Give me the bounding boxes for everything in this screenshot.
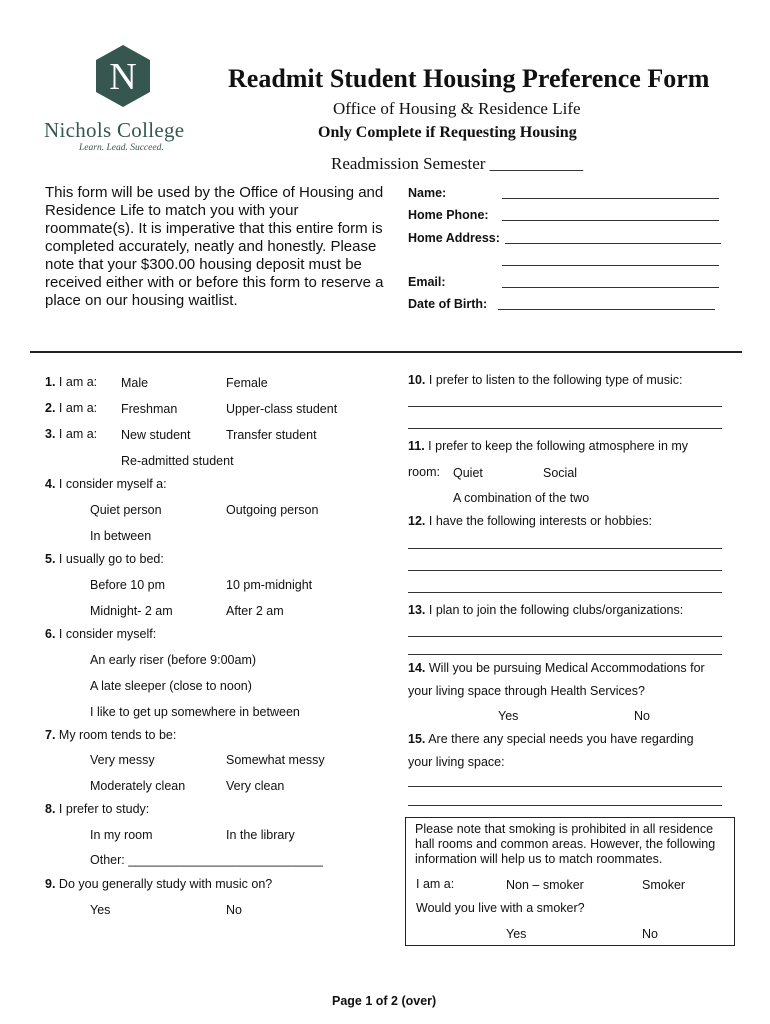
music-answer-line-2[interactable] [408, 428, 722, 429]
form-title: Readmit Student Housing Preference Form [228, 64, 710, 93]
option-non-smoker[interactable]: Non – smoker [506, 878, 584, 892]
page-number: Page 1 of 2 (over) [332, 994, 437, 1008]
option-before-10pm[interactable]: Before 10 pm [90, 578, 166, 592]
option-live-smoker-no[interactable]: No [642, 927, 658, 941]
option-transfer-student[interactable]: Transfer student [226, 428, 317, 442]
dob-label: Date of Birth: [408, 297, 488, 311]
question-14: 14. Will you be pursuing Medical Accommodations for [408, 661, 705, 675]
question-11-room-label: room: [408, 465, 440, 479]
question-8: 8. I prefer to study: [45, 802, 150, 816]
question-9: 9. Do you generally study with music on? [45, 877, 273, 891]
smoking-note: Please note that smoking is prohibited in all residence hall rooms and common areas. However, the following information will help us to match roommates. [415, 822, 716, 866]
email-field[interactable] [502, 287, 719, 288]
option-in-the-library[interactable]: In the library [226, 828, 295, 842]
smoker-question: I am a: [416, 877, 455, 891]
question-6: 6. I consider myself: [45, 627, 157, 641]
question-2: 2. I am a: [45, 401, 98, 415]
dob-field[interactable] [498, 309, 715, 310]
option-very-clean[interactable]: Very clean [226, 779, 285, 793]
option-very-messy[interactable]: Very messy [90, 753, 155, 767]
option-other-study[interactable]: Other: ____________________________ [90, 853, 323, 867]
question-15-line-2: your living space: [408, 755, 505, 769]
option-midnight-2am[interactable]: Midnight- 2 am [90, 604, 173, 618]
option-readmitted-student[interactable]: Re-admitted student [121, 454, 234, 468]
option-after-2am[interactable]: After 2 am [226, 604, 284, 618]
option-new-student[interactable]: New student [121, 428, 191, 442]
option-in-my-room[interactable]: In my room [90, 828, 153, 842]
name-label: Name: [408, 186, 447, 200]
home-phone-label: Home Phone: [408, 208, 489, 222]
option-medical-no[interactable]: No [634, 709, 650, 723]
question-7: 7. My room tends to be: [45, 728, 177, 742]
option-somewhat-messy[interactable]: Somewhat messy [226, 753, 325, 767]
question-14-line-2: your living space through Health Services? [408, 684, 645, 698]
option-freshman[interactable]: Freshman [121, 402, 178, 416]
office-name: Office of Housing & Residence Life [333, 99, 581, 118]
section-divider [30, 351, 742, 353]
option-10pm-midnight[interactable]: 10 pm-midnight [226, 578, 313, 592]
option-medical-yes[interactable]: Yes [498, 709, 519, 723]
option-quiet-person[interactable]: Quiet person [90, 503, 162, 517]
option-moderately-clean[interactable]: Moderately clean [90, 779, 186, 793]
question-10: 10. I prefer to listen to the following type of music: [408, 373, 683, 387]
option-music-yes[interactable]: Yes [90, 903, 111, 917]
question-13: 13. I plan to join the following clubs/organizations: [408, 603, 684, 617]
only-complete-note: Only Complete if Requesting Housing [318, 124, 577, 141]
clubs-answer-line-1[interactable] [408, 636, 722, 637]
question-15: 15. Are there any special needs you have regarding [408, 732, 694, 746]
music-answer-line-1[interactable] [408, 406, 722, 407]
readmission-semester-field[interactable]: Readmission Semester ___________ [331, 154, 584, 173]
college-name: Nichols College [44, 118, 185, 142]
option-social[interactable]: Social [543, 466, 578, 480]
intro-paragraph: This form will be used by the Office of Housing and Residence Life to match you with your roommate(s). It is imperative that this entire form is completed accurately, neatly and honestly. Please note that your $300.00 housing deposit must be received either with or before this form to reserve a place on our housing waitlist. [45, 184, 384, 309]
hobbies-answer-line-3[interactable] [408, 592, 722, 593]
option-quiet[interactable]: Quiet [453, 466, 483, 480]
question-1: 1. I am a: [45, 375, 98, 389]
option-upper-class[interactable]: Upper-class student [226, 402, 338, 416]
option-male[interactable]: Male [121, 376, 149, 390]
name-field[interactable] [502, 198, 719, 199]
question-3: 3. I am a: [45, 427, 98, 441]
live-with-smoker-question: Would you live with a smoker? [416, 901, 585, 915]
question-4: 4. I consider myself a: [45, 477, 167, 491]
option-female[interactable]: Female [226, 376, 268, 390]
email-label: Email: [408, 275, 446, 289]
option-smoker[interactable]: Smoker [642, 878, 686, 892]
option-somewhere-between[interactable]: I like to get up somewhere in between [90, 705, 300, 719]
question-11: 11. I prefer to keep the following atmosphere in my [408, 439, 689, 453]
option-early-riser[interactable]: An early riser (before 9:00am) [90, 653, 257, 667]
option-music-no[interactable]: No [226, 903, 242, 917]
home-phone-field[interactable] [502, 220, 719, 221]
option-late-sleeper[interactable]: A late sleeper (close to noon) [90, 679, 252, 693]
logo-letter: N [109, 56, 137, 98]
option-combination[interactable]: A combination of the two [453, 491, 590, 505]
option-in-between[interactable]: In between [90, 529, 152, 543]
home-address-field-line-2[interactable] [502, 265, 719, 266]
home-address-field[interactable] [505, 243, 721, 244]
question-5: 5. I usually go to bed: [45, 552, 164, 566]
option-live-smoker-yes[interactable]: Yes [506, 927, 527, 941]
college-tagline: Learn. Lead. Succeed. [79, 143, 164, 153]
special-needs-line-2[interactable] [408, 805, 722, 806]
special-needs-line-1[interactable] [408, 786, 722, 787]
question-12: 12. I have the following interests or hobbies: [408, 514, 652, 528]
home-address-label: Home Address: [408, 231, 500, 245]
hobbies-answer-line-1[interactable] [408, 548, 722, 549]
clubs-answer-line-2[interactable] [408, 654, 722, 655]
hobbies-answer-line-2[interactable] [408, 570, 722, 571]
college-logo [96, 45, 150, 107]
option-outgoing-person[interactable]: Outgoing person [226, 503, 319, 517]
